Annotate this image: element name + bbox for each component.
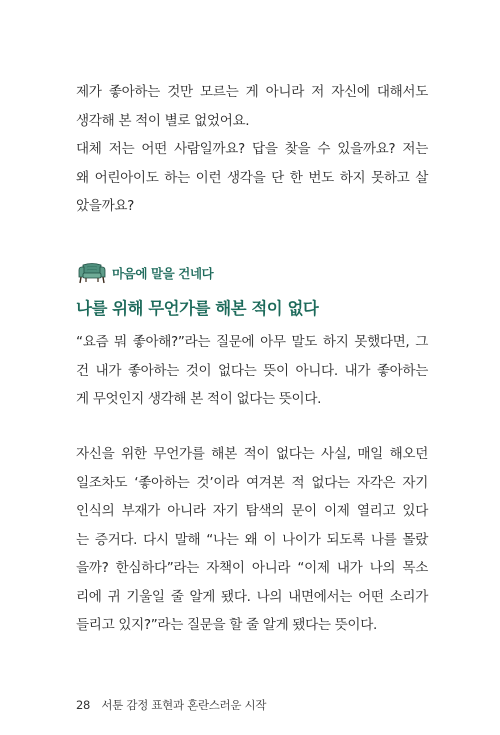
section-tag [76, 261, 213, 285]
text-line: 왜 어린아이도 하는 이런 생각을 단 한 번도 하지 못하고 살 [76, 169, 428, 186]
text-line: “요즘 뭐 좋아해?”라는 질문에 아무 말도 하지 못했다면, 그 [76, 334, 428, 350]
text-line: 제가 좋아하는 것만 모르는 게 아니라 저 자신에 대해서도 [76, 84, 428, 100]
text-line: 자신을 위한 무언가를 해본 적이 없다는 사실, 매일 해오던 [76, 446, 428, 462]
intro-paragraph [76, 78, 428, 221]
text-line: 일조차도 ‘좋아하는 것’이라 여겨본 적 없다는 자각은 자기 [76, 474, 428, 491]
text-line: 건 내가 좋아하는 것이 없다는 뜻이 아니다. 내가 좋아하는 [76, 362, 428, 379]
text-line: 게 무엇인지 생각해 본 적이 없다는 뜻이다. [76, 391, 322, 407]
section-heading: 나를 위해 무언가를 해본 적이 없다 [76, 299, 319, 318]
text-line: 들리고 있지?”라는 질문을 할 줄 알게 됐다는 뜻이다. [76, 617, 377, 633]
text-line: 았을까요? [76, 198, 134, 214]
page-footer [76, 697, 266, 713]
text-line: 인식의 부재가 아니라 자기 탐색의 문이 이제 열리고 있다 [76, 503, 428, 519]
text-line: 을까? 한심하다”라는 자책이 아니라 “이제 내가 나의 목소 [76, 560, 428, 576]
body-paragraph [76, 328, 428, 414]
armchair-icon [76, 261, 108, 285]
text-line: 리에 귀 기울일 줄 알게 됐다. 나의 내면에서는 어떤 소리가 [76, 588, 428, 605]
running-chapter-title: 서툰 감정 표현과 혼란스러운 시작 [101, 698, 267, 712]
text-line: 는 증거다. 다시 말해 “나는 왜 이 나이가 되도록 나를 몰랐 [76, 531, 428, 548]
page-number: 28 [76, 698, 91, 712]
text-line: 생각해 본 적이 별로 없었어요. [76, 112, 250, 129]
text-line: 대체 저는 어떤 사람일까요? 답을 찾을 수 있을까요? 저는 [76, 141, 428, 157]
section-tag-label: 마음에 말을 건네다 [112, 266, 214, 281]
body-paragraph [76, 440, 428, 640]
